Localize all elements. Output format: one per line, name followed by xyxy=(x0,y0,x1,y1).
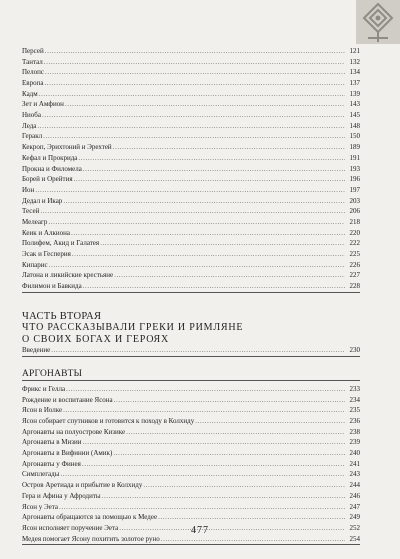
toc-leader-dots xyxy=(59,502,345,513)
toc-entry-page: 254 xyxy=(349,534,360,543)
toc-entry-title: Леда xyxy=(22,121,37,130)
toc-entry-title: Ниоба xyxy=(22,111,41,120)
corner-ornament-icon xyxy=(356,0,400,44)
toc-entry-title: Аргонавты в Вифинии (Амик) xyxy=(22,449,113,458)
toc-entry-title: Ясон исполняет поручение Эета xyxy=(22,523,119,532)
toc-entry-page: 241 xyxy=(349,459,360,468)
toc-entry[interactable] xyxy=(22,448,360,459)
toc-leader-dots xyxy=(113,448,345,459)
toc-leader-dots xyxy=(83,281,345,292)
section-heading-argonauts: АРГОНАВТЫ xyxy=(22,369,360,381)
toc-leader-dots xyxy=(63,405,345,416)
toc-entry-title: Мелеагр xyxy=(22,217,48,226)
toc-entry-title: Остров Аретиада и прибытие в Колхиду xyxy=(22,481,143,490)
toc-entry[interactable] xyxy=(22,142,360,153)
toc-entry-page: 236 xyxy=(349,417,360,426)
toc-entry-page: 233 xyxy=(349,384,360,393)
toc-entry[interactable] xyxy=(22,228,360,239)
toc-entry[interactable] xyxy=(22,57,360,68)
toc-leader-dots xyxy=(195,416,345,427)
toc-entry-page: 252 xyxy=(349,523,360,532)
toc-entry-title: Филимон и Бавкида xyxy=(22,282,82,291)
toc-leader-dots xyxy=(72,249,345,260)
toc-leader-dots xyxy=(60,469,345,480)
toc-entry-page: 226 xyxy=(349,260,360,269)
toc-entry[interactable] xyxy=(22,206,360,217)
toc-entry[interactable] xyxy=(22,502,360,513)
toc-entry-title: Симплегады xyxy=(22,470,60,479)
toc-entry-title: Геракл xyxy=(22,132,43,141)
toc-entry[interactable] xyxy=(22,270,360,281)
toc-entry-page: 150 xyxy=(349,132,360,141)
toc-entry[interactable] xyxy=(22,437,360,448)
toc-leader-dots xyxy=(83,437,345,448)
toc-entry-page: 121 xyxy=(349,46,360,55)
toc-leader-dots xyxy=(40,206,345,217)
toc-entry-title: Введение xyxy=(22,346,51,355)
toc-entry[interactable] xyxy=(22,459,360,470)
toc-entry[interactable] xyxy=(22,89,360,100)
toc-entry-page: 220 xyxy=(349,228,360,237)
toc-leader-dots xyxy=(51,345,345,356)
toc-entry[interactable] xyxy=(22,281,360,293)
toc-entry-title: Аргонавты в Мизии xyxy=(22,438,82,447)
toc-entry-page: 239 xyxy=(349,438,360,447)
toc-leader-dots xyxy=(100,238,345,249)
toc-entry-page: 222 xyxy=(349,239,360,248)
toc-entry[interactable] xyxy=(22,395,360,406)
toc-entry-title: Кадм xyxy=(22,89,38,98)
toc-entry-page: 230 xyxy=(349,346,360,355)
toc-entry[interactable] xyxy=(22,416,360,427)
toc-entry-title: Европа xyxy=(22,79,44,88)
toc-leader-dots xyxy=(114,395,345,406)
table-of-contents xyxy=(22,46,360,548)
toc-entry[interactable] xyxy=(22,67,360,78)
toc-entry-title: Фрикс и Гелла xyxy=(22,384,66,393)
toc-entry-title: Зет и Амфион xyxy=(22,100,64,109)
toc-entry-title: Рождение и воспитание Ясона xyxy=(22,395,113,404)
toc-entry[interactable] xyxy=(22,217,360,228)
toc-entry-page: 191 xyxy=(349,153,360,162)
toc-leader-dots xyxy=(48,217,345,228)
toc-entry-title: Тантал xyxy=(22,57,43,66)
toc-entry[interactable] xyxy=(22,174,360,185)
toc-entry-page: 243 xyxy=(349,470,360,479)
toc-entry-title: Прокна и Филомела xyxy=(22,164,82,173)
toc-leader-dots xyxy=(63,196,345,207)
toc-entry-title: Медея помогает Ясону похитить золотое руно xyxy=(22,534,160,543)
toc-entry-page: 240 xyxy=(349,449,360,458)
toc-entry[interactable] xyxy=(22,427,360,438)
toc-entry-page: 134 xyxy=(349,68,360,77)
toc-entry[interactable] xyxy=(22,512,360,523)
toc-leader-dots xyxy=(42,110,345,121)
toc-entry-page: 246 xyxy=(349,491,360,500)
toc-entry-page: 148 xyxy=(349,121,360,130)
toc-entry-page: 227 xyxy=(349,271,360,280)
toc-entry-page: 234 xyxy=(349,395,360,404)
toc-entry-page: 244 xyxy=(349,481,360,490)
toc-entry-title: Ясон собирает спутников и готовится к походу в Колхиду xyxy=(22,417,195,426)
toc-entry[interactable] xyxy=(22,132,360,143)
toc-entry-page: 145 xyxy=(349,111,360,120)
toc-entry-title: Эсак и Гесперия xyxy=(22,250,71,259)
toc-entry-title: Ион xyxy=(22,185,35,194)
greek-key-ornament-icon xyxy=(356,0,400,44)
toc-entry-title: Аргонавты на полуострове Кизике xyxy=(22,427,126,436)
toc-leader-dots xyxy=(71,228,345,239)
toc-entry[interactable] xyxy=(22,405,360,416)
toc-entry-title: Персей xyxy=(22,46,44,55)
toc-entry[interactable] xyxy=(22,99,360,110)
toc-entry-title: Кефал и Прокрида xyxy=(22,153,78,162)
toc-entry[interactable] xyxy=(22,164,360,175)
part-two-heading xyxy=(22,311,360,346)
toc-entry[interactable] xyxy=(22,196,360,207)
toc-entry[interactable] xyxy=(22,185,360,196)
toc-entry-page: 203 xyxy=(349,196,360,205)
toc-leader-dots xyxy=(49,260,345,271)
toc-entry[interactable] xyxy=(22,491,360,502)
toc-entry-title: Аргонавты у Финея xyxy=(22,459,81,468)
toc-entry-intro[interactable] xyxy=(22,345,360,357)
toc-entry[interactable] xyxy=(22,480,360,491)
toc-leader-dots xyxy=(45,46,345,57)
toc-leader-dots xyxy=(74,174,345,185)
toc-entry-title: Полифем, Акид и Галатея xyxy=(22,239,100,248)
toc-leader-dots xyxy=(39,89,345,100)
toc-leader-dots xyxy=(126,427,345,438)
toc-entry-page: 196 xyxy=(349,175,360,184)
toc-entry[interactable] xyxy=(22,384,360,395)
toc-entry-page: 143 xyxy=(349,100,360,109)
toc-entry[interactable] xyxy=(22,153,360,164)
toc-entry-title: Латона и ликийские крестьяне xyxy=(22,271,114,280)
toc-entry[interactable] xyxy=(22,121,360,132)
toc-leader-dots xyxy=(66,384,345,395)
toc-leader-dots xyxy=(45,67,345,78)
toc-entry[interactable] xyxy=(22,260,360,271)
part-two-title-line1: ЧТО РАССКАЗЫВАЛИ ГРЕКИ И РИМЛЯНЕ xyxy=(22,322,244,334)
toc-leader-dots xyxy=(82,459,345,470)
toc-entry-title: Тесей xyxy=(22,207,40,216)
toc-entry-title: Аргонавты обращаются за помощью к Медее xyxy=(22,513,158,522)
toc-entry-page: 206 xyxy=(349,207,360,216)
toc-entry-title: Кипарис xyxy=(22,260,48,269)
toc-entry-page: 247 xyxy=(349,502,360,511)
toc-entry-title: Дедал и Икар xyxy=(22,196,63,205)
toc-entry-page: 235 xyxy=(349,406,360,415)
toc-entry-page: 139 xyxy=(349,89,360,98)
toc-entry[interactable] xyxy=(22,110,360,121)
toc-entry-title: Гера и Афина у Афродиты xyxy=(22,491,101,500)
toc-leader-dots xyxy=(114,270,345,281)
toc-leader-dots xyxy=(43,131,345,142)
toc-leader-dots xyxy=(102,491,345,502)
toc-entry-page: 228 xyxy=(349,282,360,291)
toc-entry-title: Кекроп, Эрихтоний и Эрехтей xyxy=(22,143,112,152)
toc-leader-dots xyxy=(44,57,345,68)
toc-leader-dots xyxy=(44,78,345,89)
toc-leader-dots xyxy=(158,512,345,523)
toc-entry-page: 218 xyxy=(349,217,360,226)
toc-entry-title: Ясон у Эета xyxy=(22,502,59,511)
toc-entry-title: Кеик и Алкиона xyxy=(22,228,70,237)
toc-entry[interactable] xyxy=(22,46,360,57)
toc-leader-dots xyxy=(143,480,345,491)
part-two-title-line2: О СВОИХ БОГАХ И ГЕРОЯХ xyxy=(22,333,170,345)
toc-entry[interactable] xyxy=(22,238,360,249)
toc-entry[interactable] xyxy=(22,470,360,481)
toc-entry[interactable] xyxy=(22,249,360,260)
toc-list-first-part xyxy=(22,46,360,293)
toc-entry-page: 193 xyxy=(349,164,360,173)
toc-entry-title: Борей и Орейтия xyxy=(22,175,73,184)
toc-entry-page: 249 xyxy=(349,513,360,522)
toc-entry-page: 238 xyxy=(349,427,360,436)
toc-entry-title: Пелопс xyxy=(22,68,45,77)
toc-entry-page: 137 xyxy=(349,79,360,88)
toc-leader-dots xyxy=(83,164,345,175)
toc-entry-page: 132 xyxy=(349,57,360,66)
toc-leader-dots xyxy=(113,142,345,153)
toc-leader-dots xyxy=(37,121,345,132)
page-number: 477 xyxy=(191,525,209,536)
part-two-label: ЧАСТЬ ВТОРАЯ xyxy=(22,310,102,322)
toc-entry-page: 189 xyxy=(349,143,360,152)
toc-entry[interactable] xyxy=(22,78,360,89)
toc-leader-dots xyxy=(78,153,345,164)
toc-entry-page: 225 xyxy=(349,250,360,259)
toc-leader-dots xyxy=(35,185,345,196)
toc-leader-dots xyxy=(65,99,345,110)
toc-list-argonauts xyxy=(22,384,360,545)
toc-entry-page: 197 xyxy=(349,185,360,194)
toc-entry-title: Ясон в Иолке xyxy=(22,406,63,415)
